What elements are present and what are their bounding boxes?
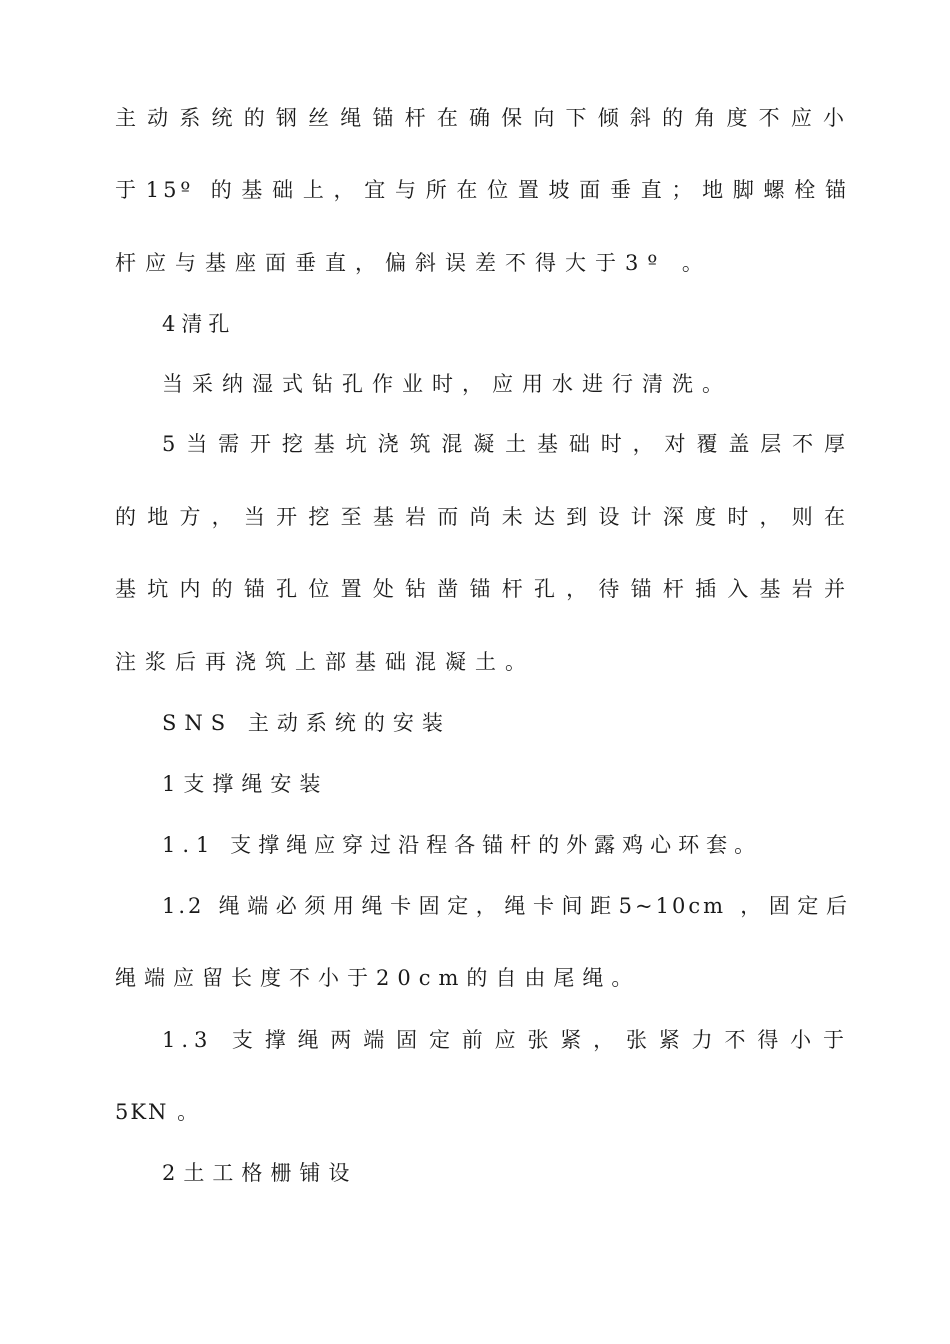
section-heading: 2土工格栅铺设: [162, 1161, 358, 1185]
body-text-line: 1.2 绳端必须用绳卡固定，绳卡间距5~10cm ，固定后: [162, 894, 850, 918]
body-text-line: 主动系统的钢丝绳锚杆在确保向下倾斜的角度不应小: [115, 106, 850, 130]
body-text-line: 于15º 的基础上，宜与所在位置坡面垂直；地脚螺栓锚: [115, 178, 850, 202]
body-text-line: 5KN 。: [115, 1100, 201, 1124]
section-heading: 1支撑绳安装: [162, 772, 329, 796]
body-text-line: 基坑内的锚孔位置处钻凿锚杆孔，待锚杆插入基岩并: [115, 577, 850, 601]
body-text-line: 绳端应留长度不小于20cm的自由尾绳。: [115, 966, 641, 990]
section-heading: 4清孔: [162, 312, 236, 336]
body-text-line: 1.1 支撑绳应穿过沿程各锚杆的外露鸡心环套。: [162, 833, 763, 857]
body-text-line: 杆应与基座面垂直，偏斜误差不得大于3º 。: [115, 251, 712, 275]
body-text-line: 1.3 支撑绳两端固定前应张紧，张紧力不得小于: [162, 1028, 850, 1052]
body-text-line: 注浆后再浇筑上部基础混凝土。: [115, 650, 535, 674]
section-heading: SNS 主动系统的安装: [162, 711, 451, 735]
body-text-line: 5当需开挖基坑浇筑混凝土基础时，对覆盖层不厚: [162, 432, 850, 456]
body-text-line: 当采纳湿式钻孔作业时，应用水进行清洗。: [162, 372, 732, 396]
body-text-line: 的地方，当开挖至基岩而尚未达到设计深度时，则在: [115, 505, 850, 529]
